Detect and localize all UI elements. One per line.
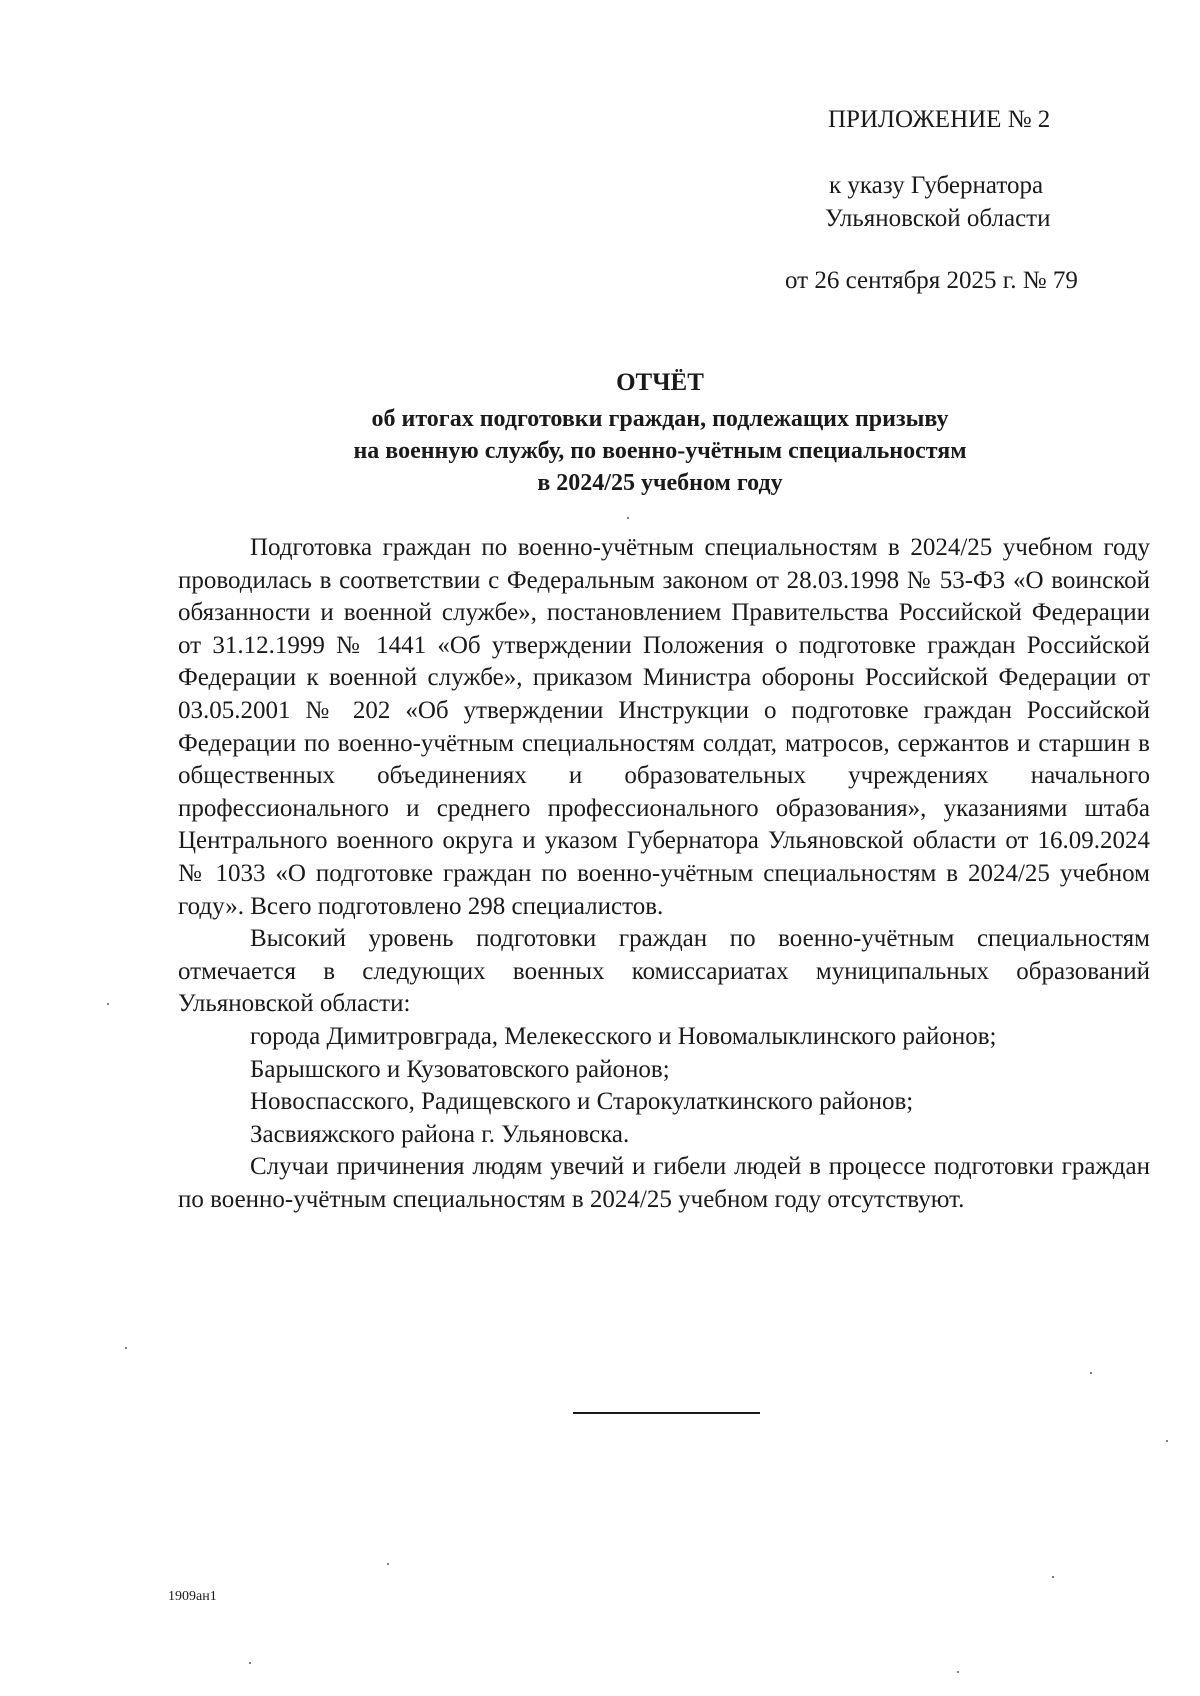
decree-date: от 26 сентября 2025 г. № 79: [785, 267, 1078, 294]
report-title-block: [180, 367, 1140, 499]
list-item: Засвияжского района г. Ульяновска.: [250, 1120, 630, 1148]
scan-speck: [1166, 1440, 1168, 1442]
list-item: города Димитровграда, Мелекесского и Новомалыклинского районов;: [250, 1022, 997, 1050]
scan-speck: [107, 1003, 109, 1005]
separator-line: [573, 1412, 760, 1414]
scan-speck: [249, 1662, 251, 1664]
decree-reference-line-2: Ульяновской области: [825, 205, 1051, 232]
paragraph-high-level: Высокий уровень подготовки граждан по военно-учётным специальностям отмечается в следующих военных комиссариатах муниципальных образований Ульяновской области:: [178, 925, 1150, 1018]
report-subtitle-line-1: об итогах подготовки граждан, подлежащих призыву: [371, 406, 949, 432]
appendix-title: ПРИЛОЖЕНИЕ № 2: [828, 106, 1051, 133]
scan-speck: [957, 1671, 959, 1673]
paragraph-incidents: Случаи причинения людям увечий и гибели людей в процессе подготовки граждан по военно-учётным специальностям в 2024/25 учебном году отсутствуют.: [178, 1153, 1150, 1213]
paragraph-legal-basis: Подготовка граждан по военно-учётным специальностям в 2024/25 учебном году проводилась в соответствии с Федеральным законом от 28.03.1998 № 53-ФЗ «О воинской обязанности и военной службе», постановлением Правительства Российской Федерации от 31.12.1999 № 1441 «Об утверждении Положения о подготовке граждан Российской Федерации к военной службе», приказом Министра обороны Российской Федерации от 03.05.2001 № 202 «Об утверждении Инструкции о подготовке граждан Российской Федерации по военно-учётным специальностям солдат, матросов, сержантов и старшин в общественных объединениях и образовательных учреждениях начального профессионального и среднего профессионального образования», указаниями штаба Центрального военного округа и указом Губернатора Ульяновской области от 16.09.2024 № 1033 «О подготовке граждан по военно-учётным специальностям в 2024/25 учебном году». Всего подготовлено 298 специалистов.: [178, 534, 1150, 920]
list-item: Новоспасского, Радищевского и Старокулаткинского районов;: [250, 1088, 914, 1116]
report-title: ОТЧЁТ: [616, 369, 704, 396]
scan-speck: [1052, 1576, 1054, 1578]
document-code: 1909ан1: [168, 1589, 217, 1604]
commissariat-list: [178, 1021, 1150, 1151]
scan-speck: [125, 1347, 127, 1349]
scan-speck: [1090, 1372, 1092, 1374]
report-subtitle-line-3: в 2024/25 учебном году: [537, 470, 783, 496]
decree-reference-line-1: к указу Губернатора: [829, 172, 1044, 199]
scan-speck: [627, 517, 629, 519]
list-item: Барышского и Кузоватовского районов;: [250, 1055, 670, 1083]
report-body: [178, 532, 1150, 1216]
report-subtitle-line-2: на военную службу, по военно-учётным специальностям: [353, 438, 967, 464]
scan-speck: [387, 1563, 389, 1565]
